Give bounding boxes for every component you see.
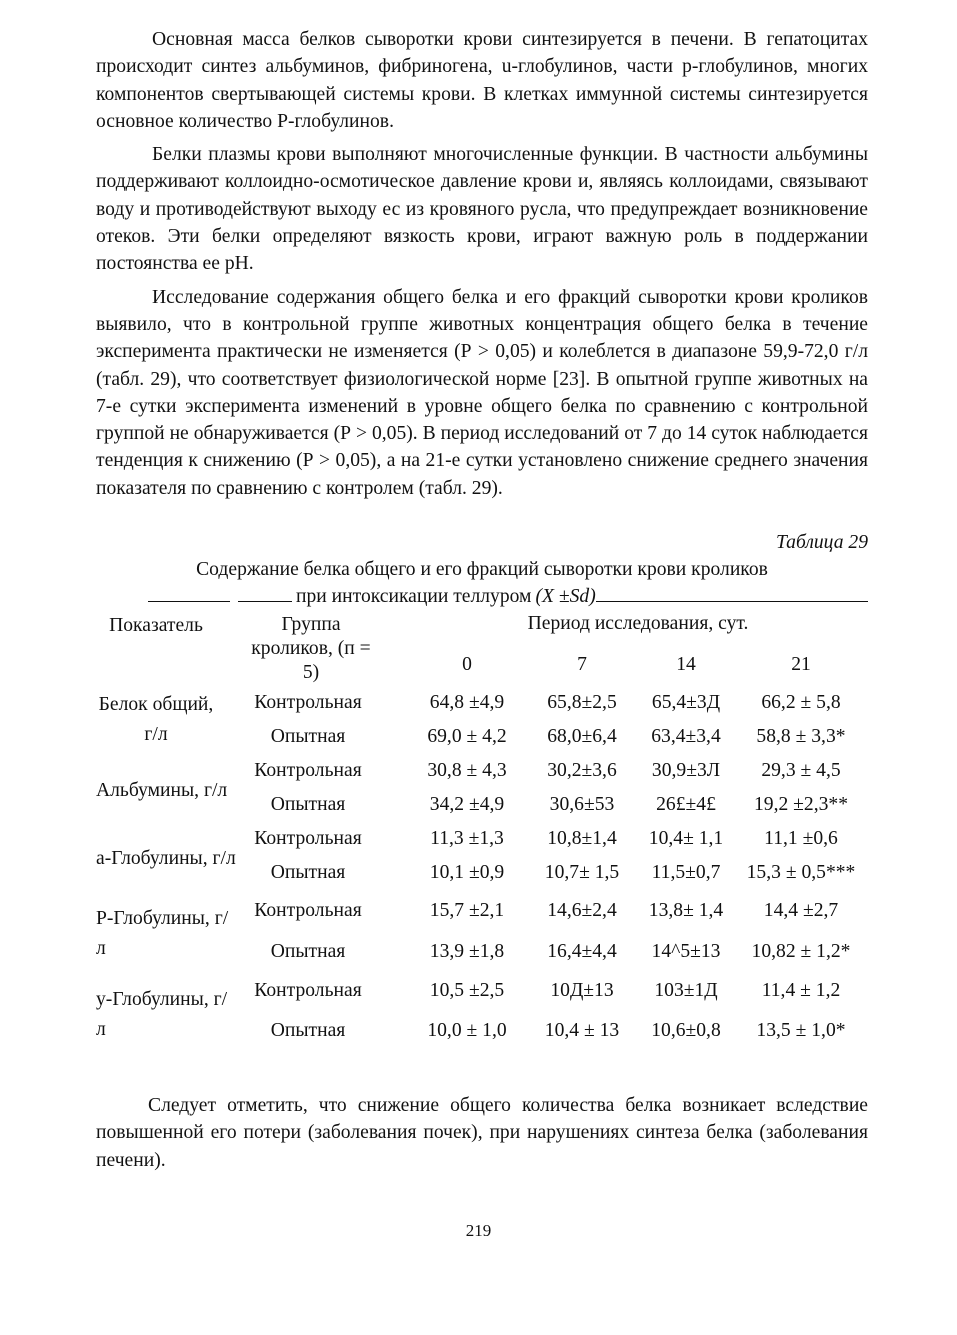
caption-blank-1 <box>148 583 230 602</box>
table-header-row <box>96 610 868 644</box>
header-indicator: Показатель <box>109 615 203 637</box>
value-cell: 58,8 ± 3,3* <box>756 726 846 748</box>
value-cell: 103±1Д <box>654 980 718 1002</box>
table-caption-line1: Содержание белка общего и его фракций сыворотки крови кроликов <box>196 559 768 581</box>
value-cell: 14^5±13 <box>651 941 721 963</box>
header-day-0: 0 <box>462 654 472 676</box>
page-body <box>96 26 868 1174</box>
table-row <box>96 972 868 1010</box>
value-cell: 63,4±3,4 <box>651 726 721 748</box>
group-cell: Контрольная <box>254 980 362 1002</box>
value-cell: 15,7 ±2,1 <box>429 900 505 922</box>
value-cell: 13,5 ± 1,0* <box>756 1020 846 1042</box>
table-row <box>96 890 868 932</box>
value-cell: 65,8±2,5 <box>547 692 617 714</box>
value-cell: 11,3 ±1,3 <box>430 828 504 850</box>
value-cell: 11,4 ± 1,2 <box>761 980 841 1002</box>
group-cell: Контрольная <box>254 828 362 850</box>
caption-text: при интоксикации теллуром <box>296 586 532 608</box>
closing-section <box>96 1092 868 1174</box>
table-row <box>96 686 868 720</box>
group-cell: Опытная <box>270 726 346 748</box>
value-cell: 13,9 ±1,8 <box>429 941 505 963</box>
table-row <box>96 822 868 856</box>
caption-italic: (X ±Sd) <box>535 586 596 608</box>
value-cell: 30,2±3,6 <box>547 760 617 782</box>
group-cell: Опытная <box>270 794 346 816</box>
value-cell: 66,2 ± 5,8 <box>761 692 841 714</box>
group-cell: Контрольная <box>254 692 362 714</box>
value-cell: 69,0 ± 4,2 <box>427 726 507 748</box>
value-cell: 10,8±1,4 <box>547 828 617 850</box>
paragraph-2: Белки плазмы крови выполняют многочисленные функции. В частности альбумины поддерживают коллоидно-осмотическое давление крови и, являясь коллоидами, связывают воду и противодействуют выходу ес из кровяного русла, что предупреждает возникновение отеков. Эти белки определяют вязкость крови, играют важную роль в поддержании постоянства ее pH. <box>96 144 868 275</box>
value-cell: 68,0±6,4 <box>547 726 617 748</box>
row-indicator: Р-Глобулины, г/л <box>96 908 229 960</box>
value-cell: 10,4± 1,1 <box>648 828 724 850</box>
value-cell: 11,1 ±0,6 <box>764 828 838 850</box>
value-cell: 10Д±13 <box>550 980 614 1002</box>
group-cell: Контрольная <box>254 900 362 922</box>
value-cell: 29,3 ± 4,5 <box>761 760 841 782</box>
closing-paragraph: Следует отметить, что снижение общего количества белка возникает вследствие повышенной его потери (заболевания почек), при нарушениях синтеза белка (заболевания печени). <box>96 1095 868 1171</box>
table-row <box>96 754 868 788</box>
header-day-21: 21 <box>791 654 811 676</box>
header-group: Группа кроликов, (п = 5) <box>251 614 371 684</box>
value-cell: 11,5±0,7 <box>651 862 721 884</box>
value-cell: 30,6±53 <box>549 794 615 816</box>
value-cell: 13,8± 1,4 <box>648 900 724 922</box>
value-cell: 10,1 ±0,9 <box>429 862 505 884</box>
header-day-7: 7 <box>577 654 587 676</box>
group-cell: Контрольная <box>254 760 362 782</box>
value-cell: 14,6±2,4 <box>547 900 617 922</box>
group-cell: Опытная <box>270 941 346 963</box>
row-indicator: Альбумины, г/л <box>96 780 228 802</box>
row-indicator: а-Глобулины, г/л <box>96 848 236 870</box>
value-cell: 30,9±3Л <box>651 760 721 782</box>
value-cell: 10,0 ± 1,0 <box>427 1020 507 1042</box>
group-cell: Опытная <box>270 1020 346 1042</box>
caption-blank-3 <box>596 583 868 602</box>
table-caption-line2 <box>148 583 868 610</box>
header-period: Период исследования, сут. <box>527 613 749 635</box>
value-cell: 10,4 ± 13 <box>544 1020 620 1042</box>
value-cell: 65,4±3Д <box>651 692 721 714</box>
group-cell: Опытная <box>270 862 346 884</box>
row-indicator: Белок общий, г/л <box>98 694 214 746</box>
value-cell: 19,2 ±2,3** <box>753 794 849 816</box>
paragraph-3: Исследование содержания общего белка и его фракций сыворотки крови кроликов выявило, что в контрольной группе животных концентрация общего белка в течение эксперимента практически не изменяется (Р > 0,05) и колеблется в диапазоне 59,9-72,0 г/л (табл. 29), что соответствует физиологической норме [23]. В опытной группе животных на 7-е сутки эксперимента изменений в уровне общего белка по сравнению с контрольной группой не обнаруживается (Р > 0,05). В период исследований от 7 до 14 суток наблюдается тенденция к снижению (Р > 0,05), а на 21-е сутки установлено снижение среднего значения показателя по сравнению с контролем (табл. 29). <box>96 286 868 499</box>
protein-table <box>96 610 868 1052</box>
page-number: 219 <box>465 1221 492 1240</box>
table-label: Таблица 29 <box>775 532 868 554</box>
value-cell: 34,2 ±4,9 <box>429 794 505 816</box>
value-cell: 10,6±0,8 <box>651 1020 721 1042</box>
value-cell: 30,8 ± 4,3 <box>427 760 507 782</box>
caption-blank-2 <box>238 583 292 602</box>
value-cell: 10,5 ±2,5 <box>429 980 505 1002</box>
row-indicator: у-Глобулины, г/л <box>96 989 228 1041</box>
header-day-14: 14 <box>676 654 696 676</box>
value-cell: 14,4 ±2,7 <box>763 900 839 922</box>
value-cell: 64,8 ±4,9 <box>429 692 505 714</box>
value-cell: 10,7± 1,5 <box>544 862 620 884</box>
value-cell: 15,3 ± 0,5*** <box>746 862 856 884</box>
value-cell: 26£±4£ <box>656 794 716 816</box>
paragraph-1: Основная масса белков сыворотки крови синтезируется в печени. В гепатоцитах происходит синтез альбуминов, фибриногена, u-глобулинов, части р-глобулинов, многих компонентов свертывающей системы крови. В клетках иммунной системы синтезируется основное количество Р-глобулинов. <box>96 29 868 132</box>
value-cell: 10,82 ± 1,2* <box>751 941 851 963</box>
value-cell: 16,4±4,4 <box>547 941 617 963</box>
